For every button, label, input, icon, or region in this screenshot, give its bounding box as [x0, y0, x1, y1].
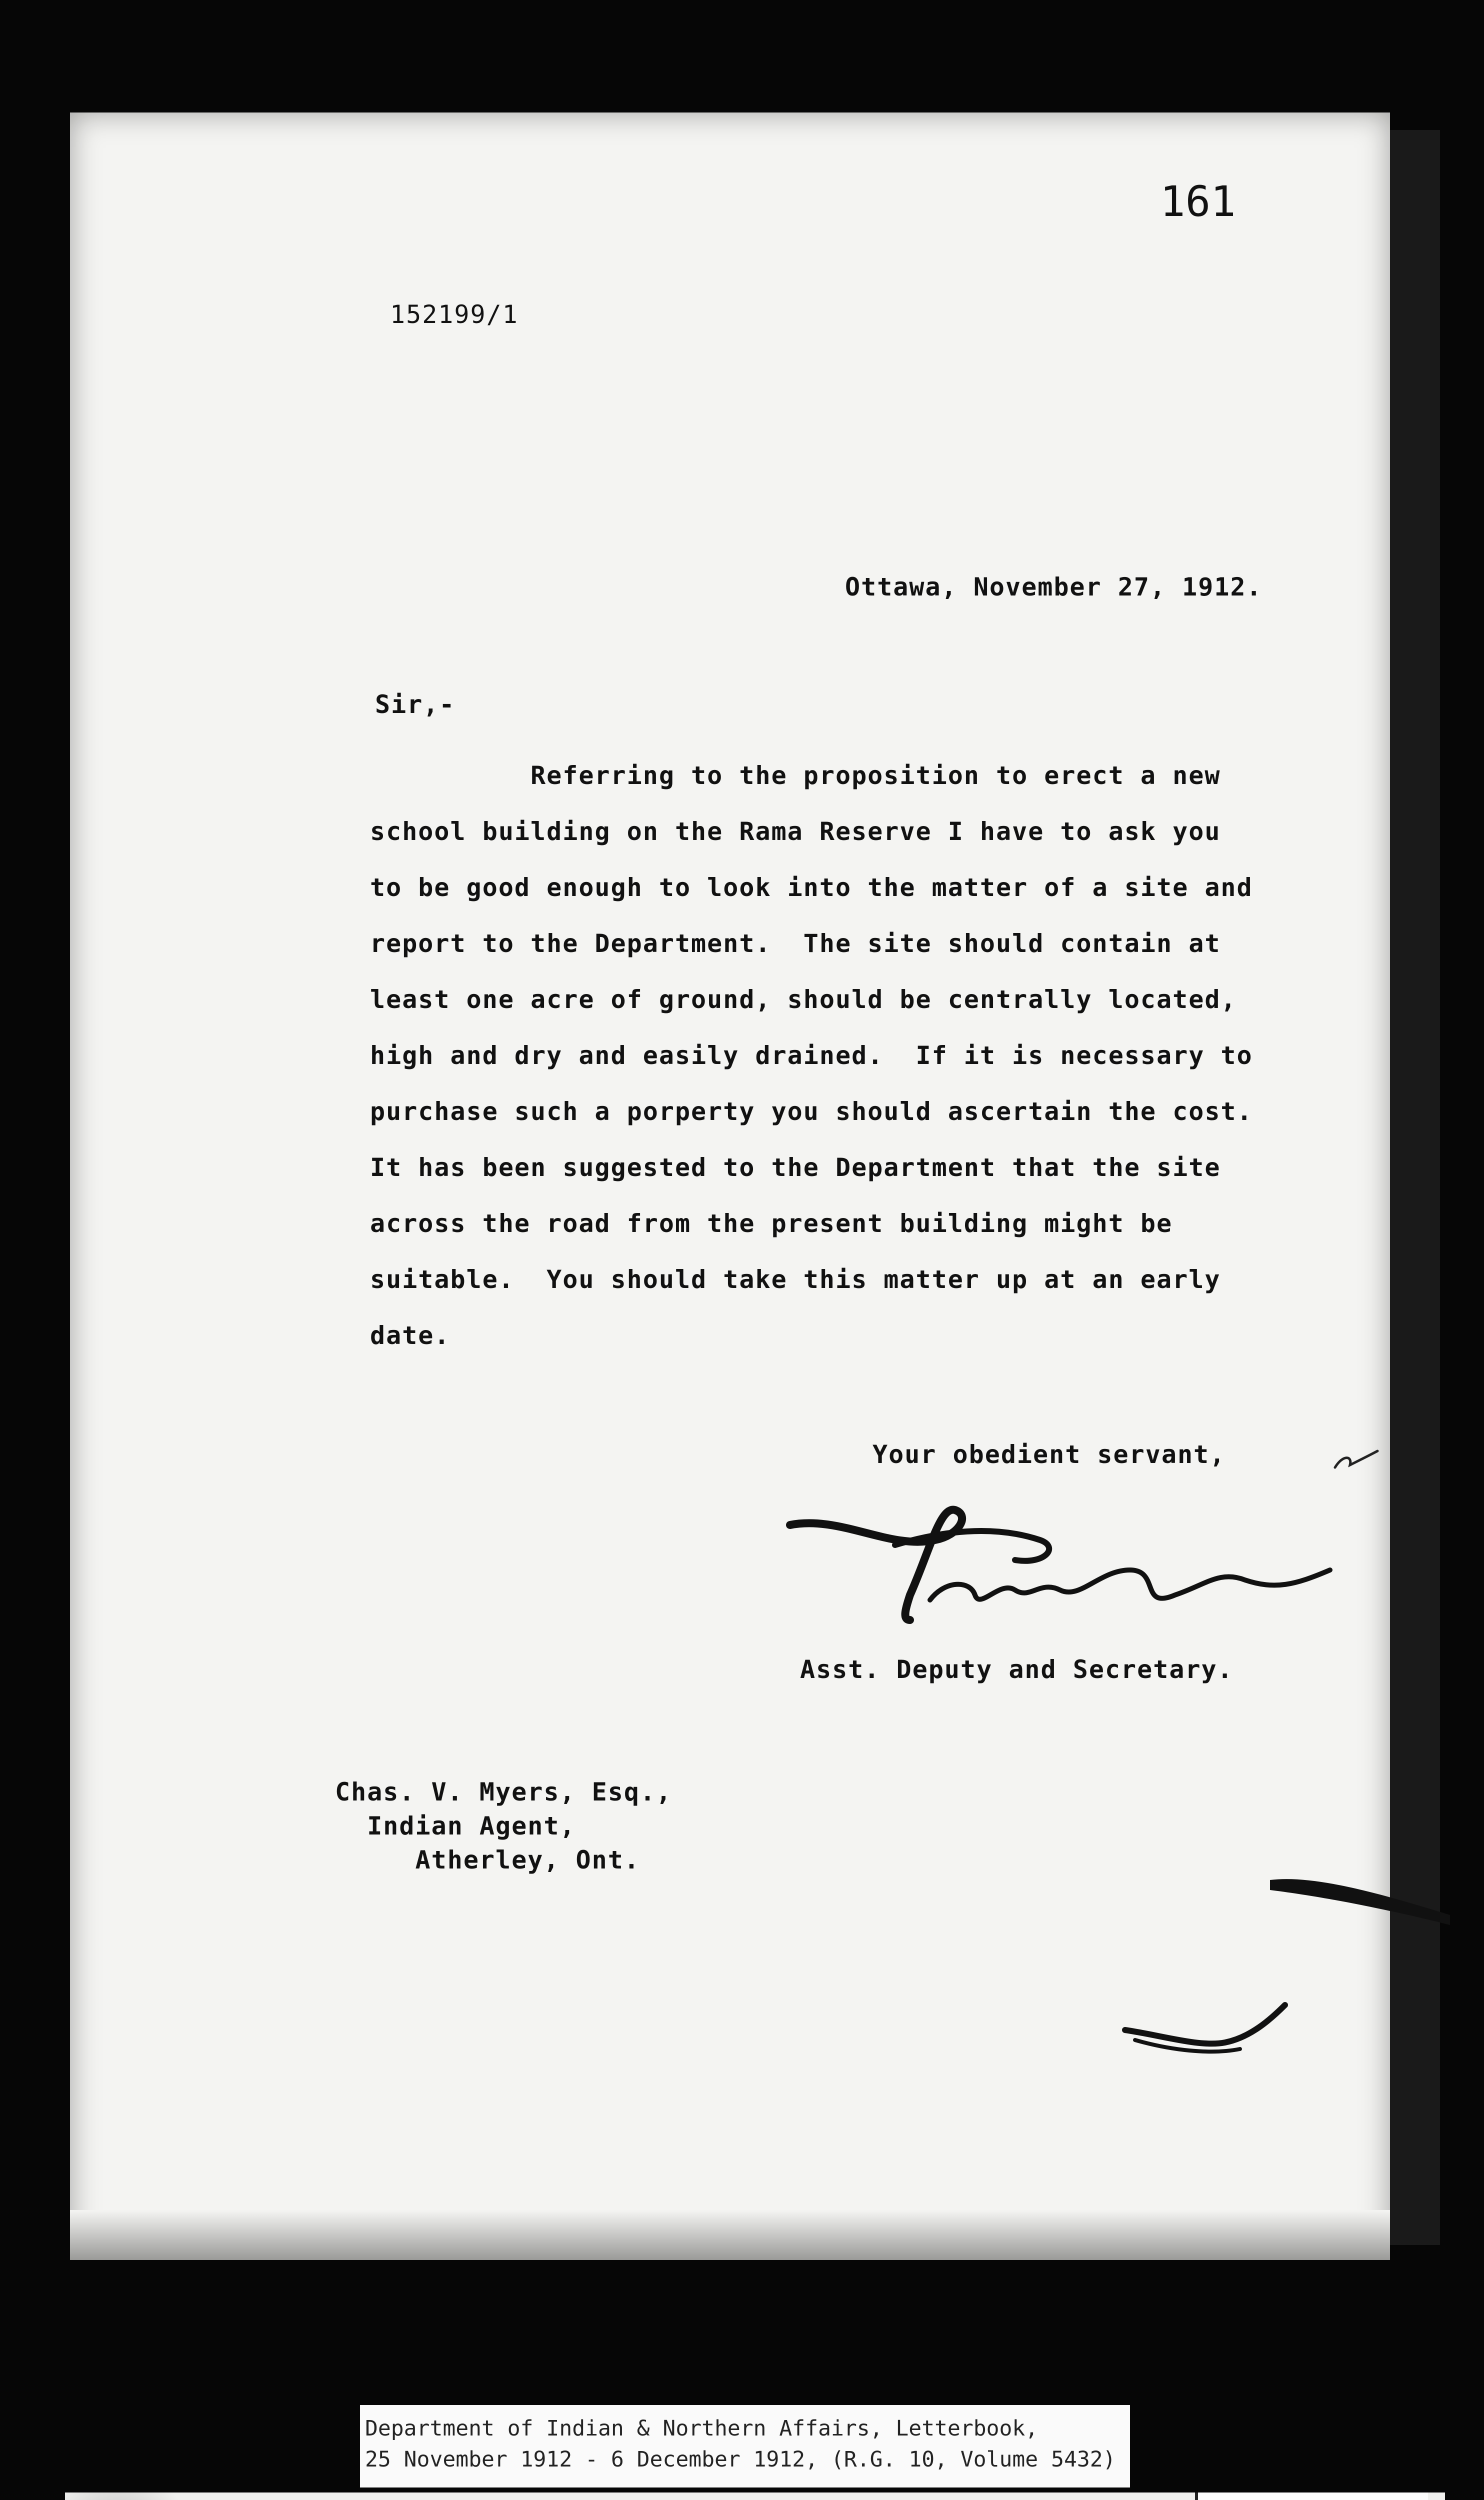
page-number: 161: [1160, 177, 1236, 226]
catalogue-label-line: 25 November 1912 - 6 December 1912, (R.G. 10, Volume 5432): [365, 2447, 1116, 2472]
catalogue-label-line: Department of Indian & Northern Affairs, Letterbook,: [365, 2416, 1038, 2441]
handwritten-signature: [780, 1495, 1355, 1645]
pen-shadow-mark: [1270, 1860, 1450, 1930]
poor-copy-note: [1195, 2492, 1428, 2500]
salutation: Sir,-: [375, 690, 456, 719]
archive-stamp-card: [65, 2492, 1445, 2500]
card-stain: [65, 2492, 195, 2500]
margin-pen-tick: [1330, 1445, 1380, 1475]
file-number: 152199/1: [390, 300, 518, 329]
catalogue-label: [360, 2405, 1130, 2488]
closing: Your obedient servant,: [872, 1440, 1226, 1469]
date-line: Ottawa, November 27, 1912.: [845, 572, 1262, 602]
letter-body: Referring to the proposition to erect a new school building on the Rama Reserve I have to ask you to be good enough to look into the matter of a site and report to the Department. The site should contain at least one acre of ground, should be centrally located, high and dry and easily drained. If it is necessary to purchase such a porperty you should ascertain the cost. It has been suggested to the Department that the site across the road from the present building might be suitable. You should take this matter up at an early date.: [370, 761, 1253, 1350]
addressee-block: Chas. V. Myers, Esq., Indian Agent, Atherley, Ont.: [335, 1778, 672, 1874]
ink-scribble: [1120, 2000, 1290, 2060]
signatory-title: Asst. Deputy and Secretary.: [800, 1655, 1234, 1684]
sheet-bottom-shadow: [70, 2210, 1390, 2260]
